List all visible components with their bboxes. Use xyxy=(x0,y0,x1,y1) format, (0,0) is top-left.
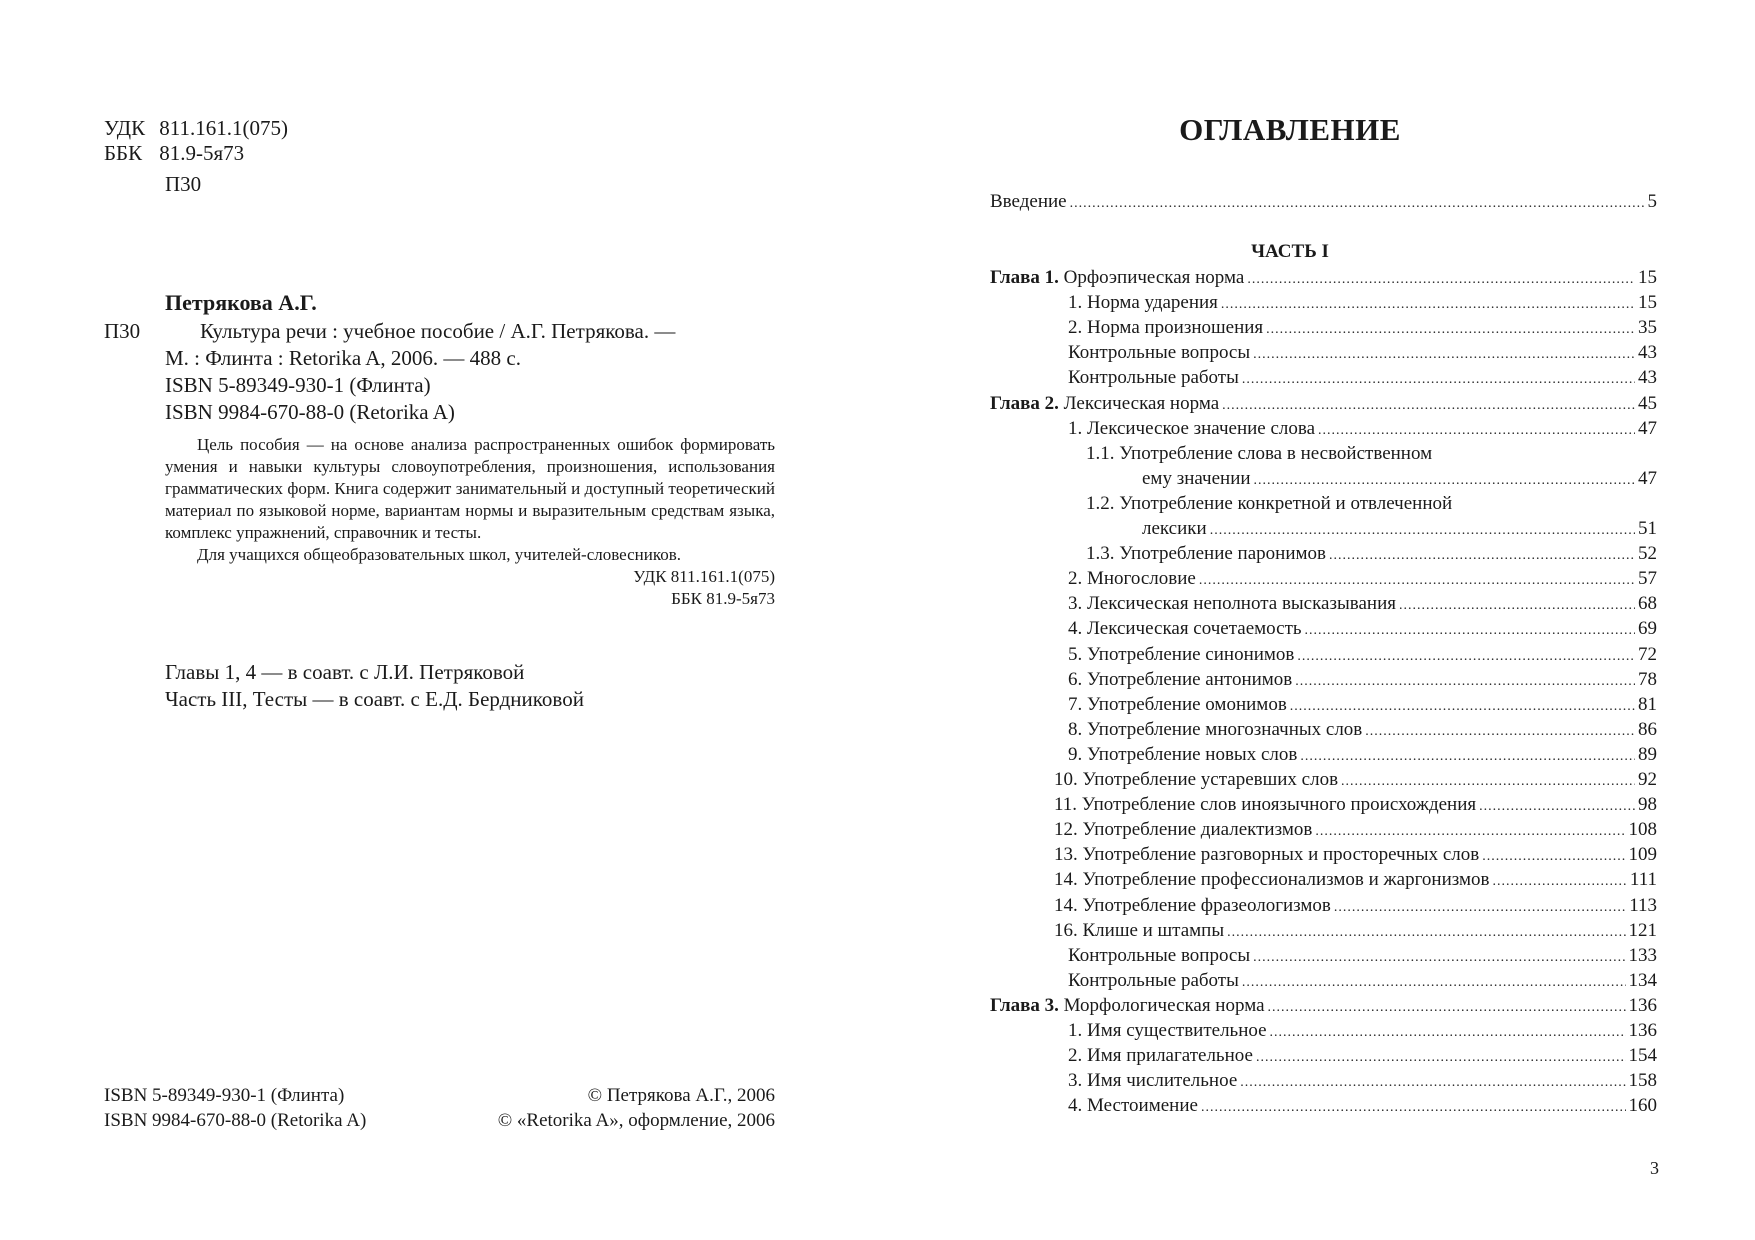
toc-entry[interactable] xyxy=(1086,491,1657,516)
toc-entry-text: 1. Имя существительное xyxy=(1068,1020,1267,1041)
toc-entry[interactable] xyxy=(1068,968,1657,993)
toc-entry-title xyxy=(1068,416,1315,441)
toc-entry-page: 35 xyxy=(1638,317,1657,339)
leader-dots xyxy=(1300,744,1635,769)
toc-entry-page: 113 xyxy=(1629,894,1657,916)
toc-entry-text: 1. Норма ударения xyxy=(1068,292,1218,314)
toc-entry-title xyxy=(1068,315,1263,340)
leader-dots xyxy=(1253,945,1625,970)
toc-entry-title xyxy=(1054,817,1312,842)
toc-entry-page: 15 xyxy=(1638,267,1657,288)
bbk-value: 81.9-5я73 xyxy=(159,141,245,165)
toc-entry-page: 160 xyxy=(1628,1095,1657,1117)
toc-entry-title xyxy=(990,265,1244,290)
udk-value: 811.161.1(075) xyxy=(159,116,288,140)
toc-entry[interactable] xyxy=(1068,642,1657,667)
toc-entry-text: Морфологическая норма xyxy=(1058,994,1265,1016)
isbn-line-2: ISBN 9984-670-88-0 (Retorika A) xyxy=(165,400,455,424)
toc-entry-text: 7. Употребление омонимов xyxy=(1068,693,1287,715)
toc-entry-title xyxy=(1068,742,1297,767)
leader-dots xyxy=(1492,869,1626,894)
udk-line xyxy=(104,116,288,140)
toc-entry-page: 136 xyxy=(1628,1020,1657,1041)
toc-entry-title xyxy=(990,993,1265,1018)
copyright-design: © «Retorika A», оформление, 2006 xyxy=(497,1110,775,1131)
toc-entry-title xyxy=(1054,918,1224,943)
annotation-bbk: ББК 81.9-5я73 xyxy=(671,589,775,608)
ref-mark: П30 xyxy=(104,319,141,343)
toc-entry-page: 45 xyxy=(1638,392,1657,414)
toc-entry-text: 8. Употребление многозначных слов xyxy=(1068,718,1363,740)
bbk-line xyxy=(104,141,244,165)
toc-entry[interactable] xyxy=(1068,943,1657,968)
leader-dots xyxy=(1479,794,1635,819)
toc-entry-page: 57 xyxy=(1638,568,1657,590)
toc-entry-title xyxy=(1142,516,1207,541)
leader-dots xyxy=(1482,844,1625,869)
toc-entry-page: 121 xyxy=(1628,919,1657,941)
toc-entry-title xyxy=(1068,1093,1198,1118)
leader-dots xyxy=(1329,543,1635,568)
leader-dots xyxy=(1270,1020,1626,1045)
toc-entry-text: 10. Употребление устаревших слов xyxy=(1054,769,1339,790)
toc-entry[interactable] xyxy=(1068,416,1657,441)
toc-entry-page: 52 xyxy=(1638,543,1657,565)
bottom-isbn-1: ISBN 5-89349-930-1 (Флинта) xyxy=(104,1085,345,1106)
page-number: 3 xyxy=(1650,1158,1659,1178)
toc-entry-title xyxy=(1068,290,1218,315)
toc-entry[interactable] xyxy=(1054,842,1657,867)
toc-entry-page: 78 xyxy=(1638,668,1657,690)
isbn-line-1: ISBN 5-89349-930-1 (Флинта) xyxy=(165,373,431,397)
toc-entry[interactable] xyxy=(1068,1043,1657,1068)
leader-dots xyxy=(1253,342,1635,367)
toc-entry-text: 9. Употребление новых слов xyxy=(1068,743,1298,765)
toc-entry-title xyxy=(1068,365,1239,390)
toc-entry-title xyxy=(1054,767,1338,792)
toc-entry-page: 15 xyxy=(1638,292,1657,314)
toc-entry-text: 1.2. Употребление конкретной и отвлеченной xyxy=(1086,492,1453,514)
toc-entry[interactable] xyxy=(1054,918,1657,943)
toc-entry-text: 2. Имя прилагательное xyxy=(1068,1045,1253,1067)
toc-entry[interactable] xyxy=(1142,466,1657,491)
toc-entry-text: Лексическая норма xyxy=(1058,392,1220,414)
leader-dots xyxy=(1221,292,1635,317)
toc-entry[interactable] xyxy=(990,265,1657,290)
toc-entry[interactable] xyxy=(1054,867,1657,892)
toc-entry[interactable] xyxy=(1068,742,1657,767)
leader-dots xyxy=(1240,1070,1625,1095)
ref-line-1: Культура речи : учебное пособие / А.Г. Петрякова. — xyxy=(200,319,676,343)
toc-entry-text: Контрольные вопросы xyxy=(1068,944,1251,966)
leader-dots xyxy=(1227,920,1625,945)
toc-entry-page: 47 xyxy=(1638,417,1657,439)
toc-entry-text: 1.3. Употребление паронимов xyxy=(1086,543,1326,565)
leader-dots xyxy=(1297,644,1635,669)
toc-title: ОГЛАВЛЕНИЕ xyxy=(1179,112,1401,147)
toc-entry-page: 72 xyxy=(1638,643,1657,665)
chapter-label: Глава 1. xyxy=(990,267,1059,288)
leader-dots xyxy=(1268,995,1626,1020)
copyright-author: © Петрякова А.Г., 2006 xyxy=(587,1085,775,1106)
toc-entry[interactable] xyxy=(1068,591,1657,616)
toc-entry-text: 14. Употребление профессионализмов и жаргонизмов xyxy=(1054,869,1490,891)
toc-entry-title xyxy=(1068,717,1362,742)
toc-entry-text: Контрольные работы xyxy=(1068,367,1239,389)
toc-entry[interactable] xyxy=(1054,792,1657,817)
toc-entry-page: 111 xyxy=(1629,869,1657,891)
toc-entry-page: 134 xyxy=(1628,969,1657,991)
toc-entry[interactable] xyxy=(1054,817,1657,842)
toc-entry-page: 43 xyxy=(1638,367,1657,389)
coauthor-line-2: Часть III, Тесты — в соавт. с Е.Д. Бердниковой xyxy=(165,687,584,711)
leader-dots xyxy=(1254,468,1635,493)
toc-entry-text: 1. Лексическое значение слова xyxy=(1068,417,1316,439)
ref-line-2: М. : Флинта : Retorika A, 2006. — 488 с. xyxy=(165,346,521,370)
leader-dots xyxy=(1256,1045,1626,1070)
toc-entry[interactable] xyxy=(1068,290,1657,315)
toc-entry-text: 5. Употребление синонимов xyxy=(1068,643,1295,665)
toc-entry-title xyxy=(990,391,1219,416)
toc-entry-page: 43 xyxy=(1638,342,1657,364)
toc-entry-title xyxy=(1068,968,1239,993)
leader-dots xyxy=(1399,593,1635,618)
chapter-label: Глава 3. xyxy=(990,994,1059,1016)
toc-entry-title xyxy=(1068,1068,1237,1093)
leader-dots xyxy=(1341,769,1635,794)
bbk-label: ББК xyxy=(104,141,143,165)
coauthor-line-1: Главы 1, 4 — в соавт. с Л.И. Петряковой xyxy=(165,660,525,684)
toc-entry-title xyxy=(1054,893,1331,918)
toc-entry-title xyxy=(1068,943,1250,968)
leader-dots xyxy=(1210,518,1635,543)
toc-entry-text: лексики xyxy=(1142,518,1207,539)
toc-entry-text: ему значении xyxy=(1142,467,1251,489)
toc-entry-text: 11. Употребление слов иноязычного происхождения xyxy=(1054,794,1477,816)
toc-entry-page: 133 xyxy=(1628,944,1657,966)
toc-entry-text: 3. Лексическая неполнота высказывания xyxy=(1068,593,1396,615)
annotation-audience: Для учащихся общеобразовательных школ, учителей-словесников. xyxy=(197,545,682,564)
toc-entry-title xyxy=(1068,616,1302,641)
toc-entry-page: 47 xyxy=(1638,467,1657,489)
toc-entry-title xyxy=(1068,692,1287,717)
toc-entry-page: 109 xyxy=(1628,844,1657,866)
leader-dots xyxy=(1247,267,1635,292)
toc-entry-title xyxy=(1054,867,1489,892)
toc-entry-title xyxy=(1068,642,1294,667)
leader-dots xyxy=(1266,317,1635,342)
toc-entry-page: 5 xyxy=(1647,191,1657,212)
leader-dots xyxy=(1242,970,1626,995)
annotation xyxy=(165,434,775,610)
toc-entry-page: 92 xyxy=(1638,769,1657,790)
toc-entry-page: 81 xyxy=(1638,693,1657,715)
toc-entry-page: 108 xyxy=(1628,819,1657,841)
toc-entry[interactable] xyxy=(1068,1068,1657,1093)
part-heading: ЧАСТЬ I xyxy=(1251,241,1329,262)
toc-entry-page: 98 xyxy=(1638,794,1657,816)
author-name: Петрякова А.Г. xyxy=(165,290,317,315)
toc-entry-page: 158 xyxy=(1628,1070,1657,1092)
toc-entry-text: 13. Употребление разговорных и просторечных слов xyxy=(1054,844,1480,866)
toc-entry-text: 1.1. Употребление слова в несвойственном xyxy=(1086,442,1433,464)
toc-entry[interactable] xyxy=(1068,717,1657,742)
toc-entry-page: 69 xyxy=(1638,618,1657,640)
annotation-text: Цель пособия — на основе анализа распространенных ошибок формировать умения и навыки культуры словоупотребления, произношения, использования грамматических форм. Книга содержит занимательный и доступный теоретический материал по языковой норме, вариантам нормы и выразительным средствам языка, комплекс упражнений, справочник и тесты. xyxy=(165,435,775,542)
toc-entry-text: 3. Имя числительное xyxy=(1068,1070,1238,1092)
toc-entry[interactable] xyxy=(1068,365,1657,390)
author-mark: П30 xyxy=(165,172,202,196)
toc-entry-text: 4. Местоимение xyxy=(1068,1095,1198,1117)
toc-entry-text: 4. Лексическая сочетаемость xyxy=(1068,618,1302,640)
toc-entry-text: 2. Многословие xyxy=(1068,568,1196,590)
toc-entry-text: Контрольные вопросы xyxy=(1068,342,1251,364)
leader-dots xyxy=(1334,895,1626,920)
toc-entry[interactable] xyxy=(1068,315,1657,340)
toc-entry[interactable] xyxy=(1068,340,1657,365)
toc-entry[interactable] xyxy=(1068,667,1657,692)
toc-entry-page: 136 xyxy=(1628,994,1657,1016)
toc-entry[interactable] xyxy=(990,189,1657,214)
leader-dots xyxy=(1305,618,1635,643)
leader-dots xyxy=(1290,694,1635,719)
toc-entry-page: 51 xyxy=(1638,518,1657,539)
toc-entry-title xyxy=(1142,466,1251,491)
toc-entry[interactable] xyxy=(990,993,1657,1018)
chapter-label: Глава 2. xyxy=(990,392,1059,414)
toc-entry-text: 2. Норма произношения xyxy=(1068,317,1264,339)
toc-entry[interactable] xyxy=(1054,893,1657,918)
leader-dots xyxy=(1222,393,1635,418)
toc-entry[interactable] xyxy=(1054,767,1657,792)
toc-entry-title: Введение xyxy=(990,191,1067,212)
leader-dots xyxy=(1242,367,1635,392)
toc-entry-title xyxy=(1068,667,1292,692)
toc-entry-text: 16. Клише и штампы xyxy=(1054,919,1225,941)
leader-dots xyxy=(1295,669,1635,694)
annotation-udk: УДК 811.161.1(075) xyxy=(633,567,775,586)
toc-entry-page: 89 xyxy=(1638,743,1657,765)
bottom-isbn-2: ISBN 9984-670-88-0 (Retorika A) xyxy=(104,1110,367,1131)
leader-dots xyxy=(1201,1095,1626,1120)
toc-entry-title xyxy=(1086,541,1326,566)
toc-entry[interactable] xyxy=(1068,692,1657,717)
udk-label: УДК xyxy=(104,116,146,140)
toc-entry-title xyxy=(1068,591,1396,616)
toc-entry-text: Контрольные работы xyxy=(1068,969,1239,991)
toc-entry-title xyxy=(1068,1043,1253,1068)
toc-entry-page: 154 xyxy=(1628,1045,1657,1067)
toc-entry-title xyxy=(1068,566,1196,591)
leader-dots xyxy=(1070,191,1645,216)
toc-entry-text: 12. Употребление диалектизмов xyxy=(1054,819,1313,841)
toc-entry-title xyxy=(1054,842,1479,867)
toc-entry-page: 68 xyxy=(1638,593,1657,615)
toc-entry-title xyxy=(1086,491,1452,516)
toc-entry[interactable] xyxy=(1068,566,1657,591)
leader-dots xyxy=(1365,719,1635,744)
toc-entry[interactable] xyxy=(1142,516,1657,541)
toc-entry[interactable] xyxy=(1086,541,1657,566)
toc-entry-text: 14. Употребление фразеологизмов xyxy=(1054,894,1331,916)
leader-dots xyxy=(1199,568,1635,593)
toc-entry-page: 86 xyxy=(1638,718,1657,740)
toc-entry[interactable] xyxy=(1068,616,1657,641)
toc-entry-text: Орфоэпическая норма xyxy=(1058,267,1245,288)
toc-entry-title xyxy=(1068,1018,1267,1043)
toc-entry-title xyxy=(1068,340,1250,365)
toc-entry[interactable] xyxy=(1086,441,1657,466)
toc-entry-title xyxy=(1054,792,1476,817)
toc-entry-text: 6. Употребление антонимов xyxy=(1068,668,1293,690)
toc-entry[interactable] xyxy=(990,391,1657,416)
leader-dots xyxy=(1318,418,1635,443)
toc-entry[interactable] xyxy=(1068,1093,1657,1118)
leader-dots xyxy=(1315,819,1625,844)
toc-entry-title xyxy=(1086,441,1432,466)
toc-entry[interactable] xyxy=(1068,1018,1657,1043)
